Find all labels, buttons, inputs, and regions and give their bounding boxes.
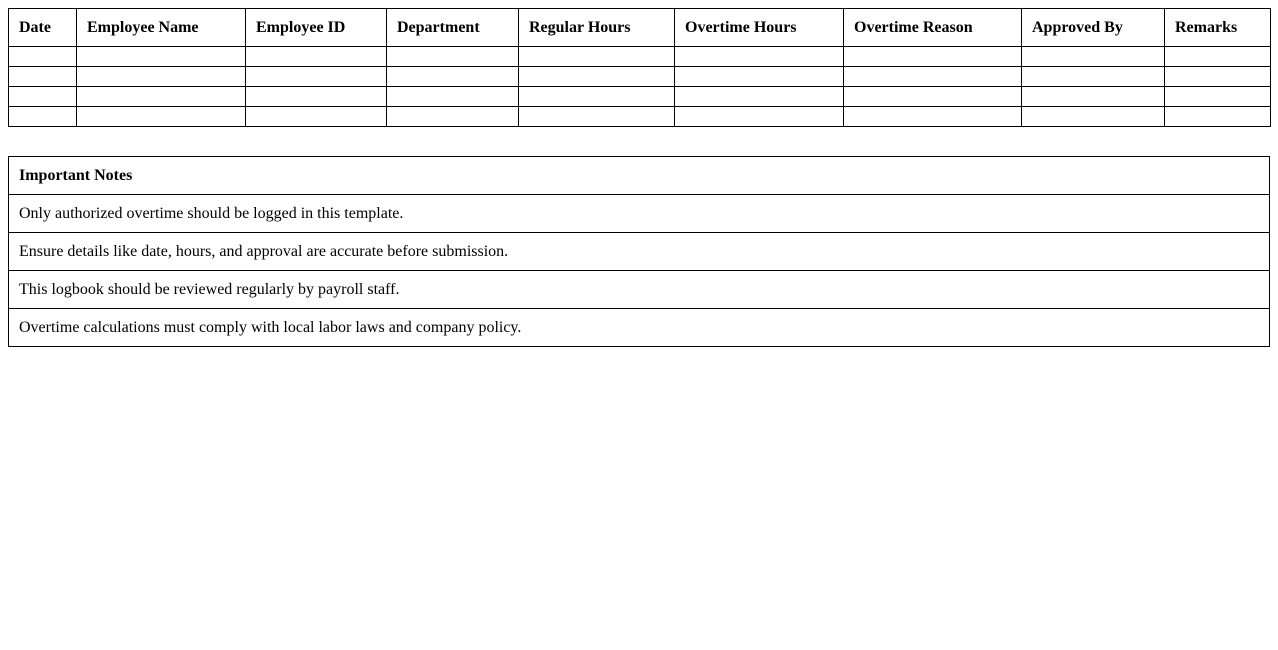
table-header-row — [9, 9, 1271, 47]
column-header-employee-name: Employee Name — [77, 9, 246, 47]
column-header-overtime-hours: Overtime Hours — [675, 9, 844, 47]
table-cell[interactable] — [675, 67, 844, 87]
table-cell[interactable] — [77, 107, 246, 127]
table-cell[interactable] — [77, 87, 246, 107]
table-cell[interactable] — [1022, 107, 1165, 127]
table-cell[interactable] — [77, 47, 246, 67]
column-header-overtime-reason: Overtime Reason — [844, 9, 1022, 47]
table-cell[interactable] — [1165, 107, 1271, 127]
table-row — [9, 47, 1271, 67]
overtime-log-table — [8, 8, 1271, 127]
table-cell[interactable] — [675, 47, 844, 67]
table-cell[interactable] — [246, 47, 387, 67]
table-row — [9, 107, 1271, 127]
column-header-department: Department — [387, 9, 519, 47]
note-row — [9, 271, 1270, 309]
column-header-remarks: Remarks — [1165, 9, 1271, 47]
table-cell[interactable] — [1022, 47, 1165, 67]
table-cell[interactable] — [246, 87, 387, 107]
table-cell[interactable] — [1165, 67, 1271, 87]
table-cell[interactable] — [387, 47, 519, 67]
table-cell[interactable] — [844, 67, 1022, 87]
table-cell[interactable] — [519, 107, 675, 127]
table-cell[interactable] — [246, 107, 387, 127]
table-cell[interactable] — [1165, 47, 1271, 67]
note-text: Overtime calculations must comply with local labor laws and company policy. — [9, 309, 1270, 347]
table-cell[interactable] — [1022, 67, 1165, 87]
notes-heading-row — [9, 157, 1270, 195]
important-notes-table — [8, 156, 1270, 347]
table-cell[interactable] — [675, 107, 844, 127]
table-cell[interactable] — [519, 87, 675, 107]
notes-heading: Important Notes — [9, 157, 1270, 195]
table-cell[interactable] — [519, 47, 675, 67]
table-cell[interactable] — [9, 87, 77, 107]
table-cell[interactable] — [1165, 87, 1271, 107]
table-cell[interactable] — [77, 67, 246, 87]
column-header-date: Date — [9, 9, 77, 47]
table-row — [9, 87, 1271, 107]
table-cell[interactable] — [844, 87, 1022, 107]
table-cell[interactable] — [246, 67, 387, 87]
table-cell[interactable] — [9, 67, 77, 87]
table-cell[interactable] — [387, 87, 519, 107]
table-cell[interactable] — [387, 67, 519, 87]
table-cell[interactable] — [9, 47, 77, 67]
table-cell[interactable] — [844, 107, 1022, 127]
column-header-approved-by: Approved By — [1022, 9, 1165, 47]
column-header-regular-hours: Regular Hours — [519, 9, 675, 47]
table-cell[interactable] — [844, 47, 1022, 67]
note-row — [9, 309, 1270, 347]
table-cell[interactable] — [1022, 87, 1165, 107]
note-row — [9, 195, 1270, 233]
table-row — [9, 67, 1271, 87]
table-cell[interactable] — [9, 107, 77, 127]
table-cell[interactable] — [519, 67, 675, 87]
note-row — [9, 233, 1270, 271]
table-cell[interactable] — [675, 87, 844, 107]
note-text: Ensure details like date, hours, and approval are accurate before submission. — [9, 233, 1270, 271]
table-cell[interactable] — [387, 107, 519, 127]
column-header-employee-id: Employee ID — [246, 9, 387, 47]
note-text: Only authorized overtime should be logged in this template. — [9, 195, 1270, 233]
note-text: This logbook should be reviewed regularly by payroll staff. — [9, 271, 1270, 309]
